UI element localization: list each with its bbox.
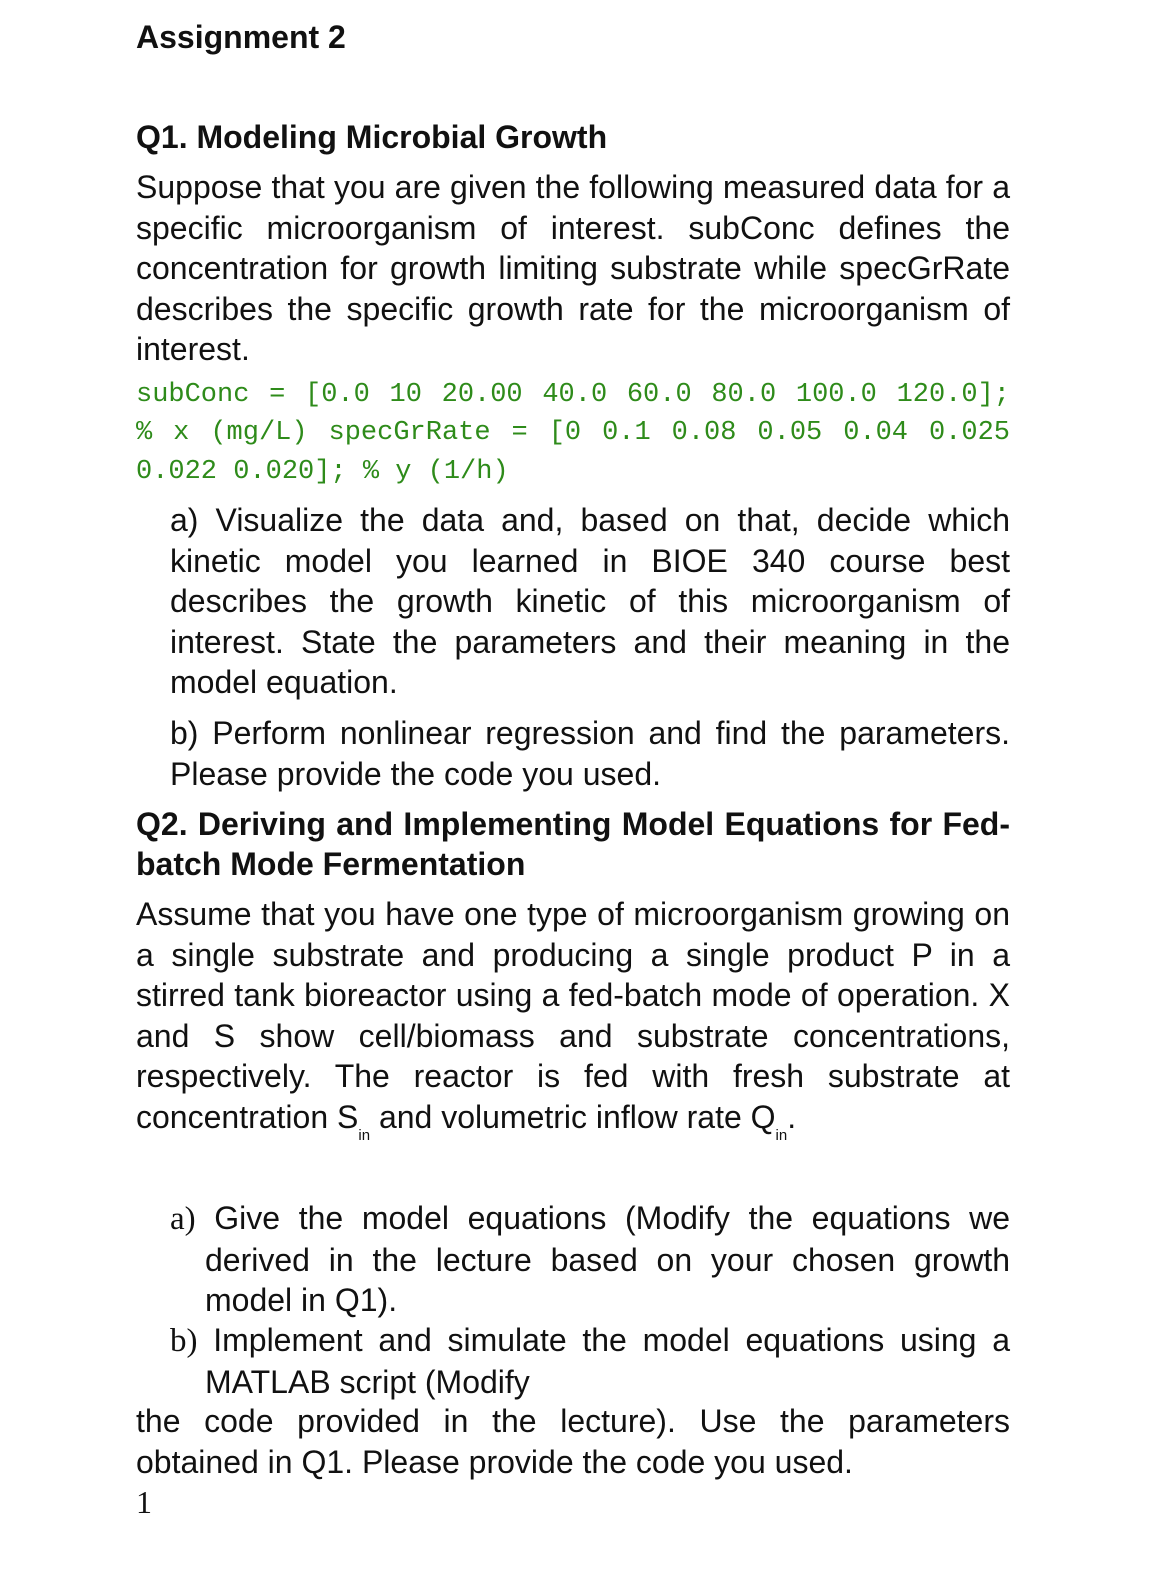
- q2-part-a: [170, 1198, 1010, 1321]
- q2-part-b-marker: b): [170, 1323, 198, 1359]
- q2-intro: [136, 894, 1010, 1144]
- q2-part-b-text: Implement and simulate the model equations using a MATLAB script (Modify: [197, 1322, 1010, 1400]
- q2-intro-text-2: and volumetric inflow rate Q: [370, 1098, 776, 1135]
- s-in-subscript: in: [358, 1126, 371, 1144]
- q1-data-code: subConc = [0.0 10 20.00 40.0 60.0 80.0 100.0 120.0]; % x (mg/L) specGrRate = [0 0.1 0.08 0.05 0.04 0.025 0.022 0.020]; % y (1/h): [136, 380, 1010, 487]
- q1-part-b: b) Perform nonlinear regression and find the parameters. Please provide the code you used.: [170, 715, 1010, 792]
- assignment-title: Assignment 2: [136, 19, 346, 55]
- q2-part-a-marker: a): [170, 1201, 196, 1237]
- q1-heading: Q1. Modeling Microbial Growth: [136, 119, 608, 155]
- q1-part-a: a) Visualize the data and, based on that, decide which kinetic model you learned in BIOE 340 course best describes the growth kinetic of this microorganism of interest. State the parameters and their meaning in the model equation.: [170, 502, 1010, 701]
- q-in-subscript: in: [775, 1126, 788, 1144]
- q2-intro-text-1: Assume that you have one type of microorganism growing on a single substrate and producing a single product P in a stirred tank bioreactor using a fed-batch mode of operation. X and S show cell/biomass and substrate concentrations, respectively. The reactor is fed with fresh substrate at concentration S: [136, 896, 1010, 1135]
- q2-intro-text-3: .: [787, 1098, 797, 1135]
- q2-part-b: [170, 1320, 1010, 1402]
- page-number: 1: [136, 1484, 152, 1520]
- q2-part-a-text: Give the model equations (Modify the equations we derived in the lecture based on your chosen growth model in Q1).: [195, 1200, 1010, 1319]
- q1-intro: Suppose that you are given the following measured data for a specific microorganism of interest. subConc defines the concentration for growth limiting substrate while specGrRate describes the specific growth rate for the microorganism of interest.: [136, 169, 1010, 368]
- q2-heading: Q2. Deriving and Implementing Model Equations for Fed-batch Mode Fermentation: [136, 806, 1010, 882]
- q2-part-b-continuation: the code provided in the lecture). Use the parameters obtained in Q1. Please provide the code you used.: [136, 1403, 1010, 1480]
